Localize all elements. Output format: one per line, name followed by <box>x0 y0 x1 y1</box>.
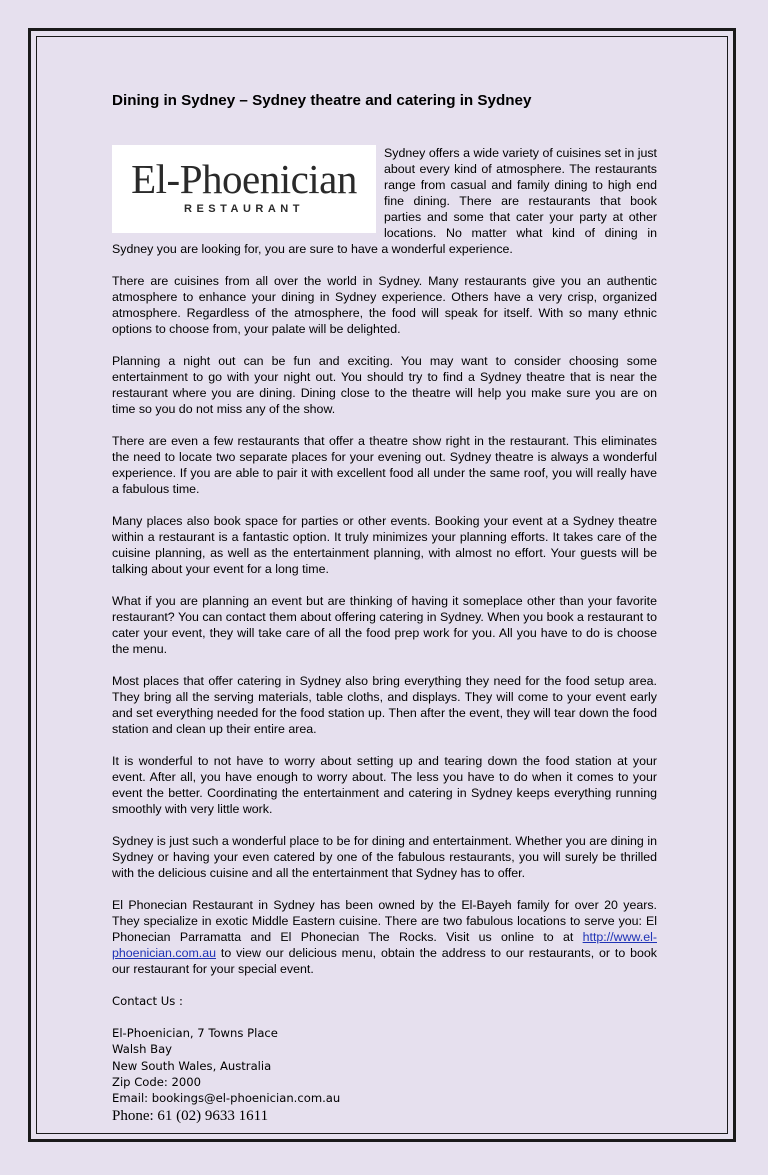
logo-name: El-Phoenician <box>131 156 357 202</box>
contact-address-line: Walsh Bay <box>112 1042 173 1057</box>
about-text-before-link: El Phonecian Restaurant in Sydney has been owned by the El-Bayeh family for over 20 years. They specialize in exotic Middle Eastern cuisine. There are two fabulous locations to serve you: El Phonecian Parramatta and El Phonecian The Rocks. Visit us online to at <box>112 898 657 944</box>
paragraph-night-out: Planning a night out can be fun and exciting. You may want to consider choosing some entertainment to go with your night out. You should try to find a Sydney theatre that is near the restaurant where you are dining. Dining close to the theatre will help you make sure you are on time so you do not miss any of the show. <box>112 354 657 416</box>
contact-address-line: El-Phoenician, 7 Towns Place <box>112 1026 278 1041</box>
paragraph-summary: Sydney is just such a wonderful place to be for dining and entertainment. Whether you are dining in Sydney or having your even catered by one of the fabulous restaurants, you will surely be thrilled with the delicious cuisine and all the entertainment that Sydney has to offer. <box>112 834 657 880</box>
paragraph-setup: Most places that offer catering in Sydney also bring everything they need for the food setup area. They bring all the serving materials, table cloths, and displays. They will come to your event early and set everything needed for the food station up. Then after the event, they will tear down the food station and clean up their entire area. <box>112 674 657 736</box>
restaurant-logo <box>112 145 376 233</box>
paragraph-worry-free: It is wonderful to not have to worry about setting up and tearing down the food station at your event. After all, you have enough to worry about. The less you have to do when it comes to your event the better. Coordinating the entertainment and catering in Sydney keeps everything running smoothly with very little work. <box>112 754 657 816</box>
about-text-after-link: to view our delicious menu, obtain the address to our restaurants, or to book our restaurant for your special event. <box>112 946 657 976</box>
document-title: Dining in Sydney – Sydney theatre and catering in Sydney <box>112 92 532 109</box>
paragraph-cuisines: There are cuisines from all over the world in Sydney. Many restaurants give you an authentic atmosphere to enhance your dining in Sydney experience. Others have a very crisp, organized atmosphere. Regardless of the atmosphere, the food will speak for itself. With so many ethnic options to choose from, your palate will be delighted. <box>112 274 657 336</box>
paragraph-about-restaurant <box>112 897 657 977</box>
contact-address-line: New South Wales, Australia <box>112 1058 272 1073</box>
contact-phone: Phone: 61 (02) 9633 1611 <box>112 1108 269 1125</box>
paragraph-events: Many places also book space for parties or other events. Booking your event at a Sydney theatre within a restaurant is a fantastic option. It truly minimizes your planning efforts. It takes care of the cuisine planning, as well as the entertainment planning, with almost no effort. Your guests will be talking about your event for a long time. <box>112 514 657 576</box>
contact-email: Email: bookings@el-phoenician.com.au <box>112 1091 341 1106</box>
paragraph-catering: What if you are planning an event but are thinking of having it someplace other than your favorite restaurant? You can contact them about offering catering in Sydney. When you book a restaurant to cater your event, they will take care of all the food prep work for you. All you have to do is choose the menu. <box>112 594 657 656</box>
website-link[interactable]: http://www.el-phoenician.com.au <box>112 930 657 960</box>
paragraph-theatre-show: There are even a few restaurants that offer a theatre show right in the restaurant. This eliminates the need to locate two separate places for your evening out. Sydney theatre is always a wonderful experience. If you are able to pair it with excellent food all under the same roof, you will really have a fabulous time. <box>112 434 657 496</box>
paragraph-intro: Sydney offers a wide variety of cuisines set in just about every kind of atmosphere. The restaurants range from casual and family dining to high end fine dining. There are restaurants that book parties and some that cater your party at other locations. No matter what kind of dining in Sydney you are looking for, you are sure to have a wonderful experience. <box>112 146 657 256</box>
contact-heading: Contact Us : <box>112 994 183 1008</box>
logo-subtitle: RESTAURANT <box>184 203 304 215</box>
document-body <box>112 92 657 1126</box>
contact-zip-code: Zip Code: 2000 <box>112 1074 201 1089</box>
